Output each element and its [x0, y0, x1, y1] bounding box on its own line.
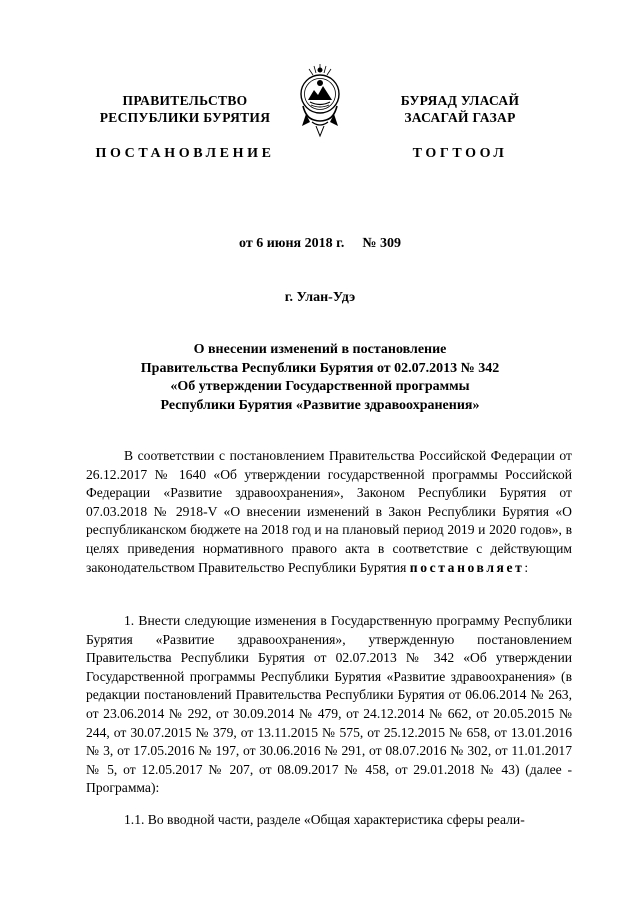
title-line: «Об утверждении Государственной программы: [170, 379, 470, 394]
header-right-block: [345, 92, 575, 162]
header-right-line1: БУРЯАД УЛАСАЙ: [400, 93, 520, 108]
header-left-line1: ПРАВИТЕЛЬСТВО: [122, 93, 248, 108]
decree-date: от 6 июня 2018 г.: [239, 236, 345, 251]
paragraph-item-1-1: 1.1. Во вводной части, разделе «Общая характеристика сферы реали-: [124, 812, 525, 827]
header-left-line2: РЕСПУБЛИКИ БУРЯТИЯ: [99, 110, 271, 125]
paragraph-item-1: 1. Внести следующие изменения в Государственную программу Республики Бурятия «Развитие здравоохранения», утвержденную постановлением Правительства Республики Бурятия от 02.07.2013 № 342 «Об утверждении Государственной программы Республики Бурятия «Развитие здравоохранения» (в редакции постановлений Правительства Республики Бурятия от 06.06.2014 № 263, от 23.06.2014 № 292, от 30.09.2014 № 479, от 24.12.2014 № 662, от 20.05.2015 № 244, от 30.07.2015 № 379, от 13.11.2015 № 575, от 25.12.2015 № 658, от 13.01.2016 № 3, от 17.05.2016 № 197, от 30.06.2016 № 291, от 08.07.2016 № 302, от 11.01.2017 № 5, от 12.05.2017 № 207, от 08.09.2017 № 458, от 29.01.2018 № 43) (далее - Программа):: [86, 613, 572, 796]
resolves-word: постановляет: [409, 559, 525, 575]
header-right-line2: ЗАСАГАЙ ГАЗАР: [404, 110, 516, 125]
header-left-decree: ПОСТАНОВЛЕНИЕ: [95, 146, 275, 161]
decree-number: № 309: [362, 236, 401, 251]
coat-of-arms-icon: [296, 62, 344, 140]
header-left-block: [70, 92, 300, 162]
preamble-end: :: [524, 559, 529, 575]
city: г. Улан-Удэ: [284, 290, 356, 305]
paragraph-preamble: [86, 447, 572, 577]
title-line: Республики Бурятия «Развитие здравоохранения»: [160, 397, 480, 413]
title-line: Правительства Республики Бурятия от 02.07.2013 № 342: [140, 360, 500, 376]
title-line: О внесении изменений в постановление: [193, 342, 447, 357]
preamble-text: В соответствии с постановлением Правительства Российской Федерации от 26.12.2017 № 1640 «Об утверждении государственной программы Российской Федерации «Развитие здравоохранения», Законом Республики Бурятия от 07.03.2018 № 2918-V «О внесении изменений в Закон Республики Бурятия «О республиканском бюджете на 2018 год и на плановый период 2019 и 2020 годов», в целях приведения нормативного правого акта в соответствие с действующим законодательством Правительство Республики Бурятия: [86, 448, 572, 575]
header-right-decree: ТОГТООЛ: [412, 146, 508, 161]
decree-title: [60, 341, 580, 415]
dateline: [0, 236, 640, 252]
